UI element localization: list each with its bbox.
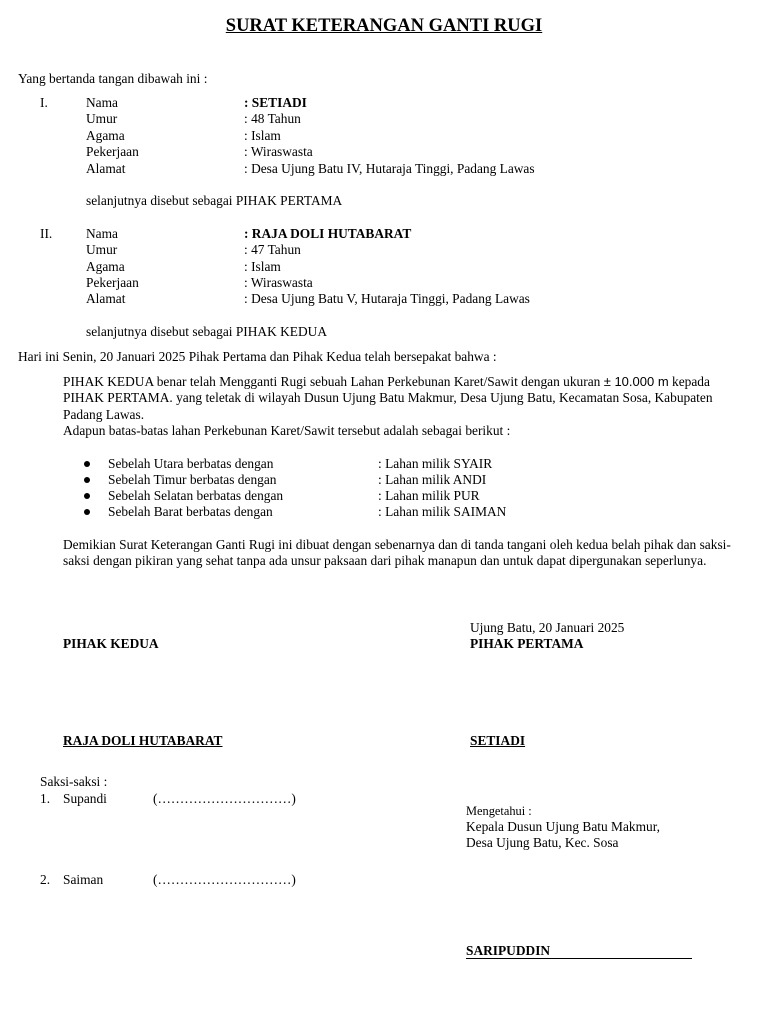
party-first-age-value: : 48 Tahun bbox=[244, 111, 301, 126]
intro-text: Yang bertanda tangan dibawah ini : bbox=[18, 71, 208, 86]
signature-name-first-party: SETIADI bbox=[470, 733, 526, 748]
bullet-icon bbox=[84, 509, 90, 515]
boundary-east-owner: : Lahan milik ANDI bbox=[378, 472, 487, 487]
boundary-north-label: Sebelah Utara berbatas dengan bbox=[108, 456, 274, 471]
party-first-age-label: Umur bbox=[86, 111, 118, 126]
witnesses-heading: Saksi-saksi : bbox=[40, 774, 108, 789]
document-title: SURAT KETERANGAN GANTI RUGI bbox=[225, 16, 543, 36]
body-text-part1: PIHAK KEDUA benar telah Mengganti Rugi sebuah Lahan Perkebunan Karet/Sawit dengan ukuran bbox=[63, 374, 604, 389]
closing-paragraph: Demikian Surat Keterangan Ganti Rugi ini dibuat dengan sebenarnya dan di tanda tangani oleh kedua belah pihak dan saksi-saksi dengan pikiran yang sehat tanpa ada unsur paksaan dari pihak manapun dan untuk dapat dipergunakan seperlunya. bbox=[63, 537, 731, 569]
party-first-job-label: Pekerjaan bbox=[86, 144, 139, 159]
witness-number: 1. bbox=[40, 791, 51, 806]
party-second-religion-value: : Islam bbox=[244, 259, 281, 274]
agreement-intro: Hari ini Senin, 20 Januari 2025 Pihak Pertama dan Pihak Kedua telah bersepakat bahwa : bbox=[18, 349, 497, 364]
boundary-south-label: Sebelah Selatan berbatas dengan bbox=[108, 488, 284, 503]
party-second-religion-label: Agama bbox=[86, 259, 125, 274]
bullet-icon bbox=[84, 461, 90, 467]
witness-signature-line: (…………………………) bbox=[153, 872, 296, 887]
witness-number: 2. bbox=[40, 872, 51, 887]
boundary-west-owner: : Lahan milik SAIMAN bbox=[378, 504, 507, 519]
bullet-icon bbox=[84, 493, 90, 499]
witness-name: Supandi bbox=[63, 791, 107, 806]
boundary-north-owner: : Lahan milik SYAIR bbox=[378, 456, 493, 471]
party-first-name-label: Nama bbox=[86, 95, 118, 110]
acknowledged-role: Kepala Dusun Ujung Batu Makmur, bbox=[466, 819, 660, 834]
party-second-address-value: : Desa Ujung Batu V, Hutaraja Tinggi, Padang Lawas bbox=[244, 291, 530, 306]
acknowledged-location: Desa Ujung Batu, Kec. Sosa bbox=[466, 835, 619, 850]
signature-name-second-party: RAJA DOLI HUTABARAT bbox=[63, 733, 223, 748]
party-first-name-value: : SETIADI bbox=[244, 95, 307, 110]
party-first-address-label: Alamat bbox=[86, 161, 126, 176]
bullet-icon bbox=[84, 477, 90, 483]
party-second-number: II. bbox=[40, 226, 53, 241]
party-second-name-value: : RAJA DOLI HUTABARAT bbox=[244, 226, 412, 241]
party-first-religion-value: : Islam bbox=[244, 128, 281, 143]
party-first-religion-label: Agama bbox=[86, 128, 125, 143]
party-second-age-value: : 47 Tahun bbox=[244, 242, 301, 257]
boundary-east-label: Sebelah Timur berbatas dengan bbox=[108, 472, 277, 487]
acknowledged-label: Mengetahui : bbox=[466, 804, 532, 818]
signature-title-second-party: PIHAK KEDUA bbox=[63, 636, 159, 651]
area-size: ± 10.000 m bbox=[603, 374, 669, 389]
place-date: Ujung Batu, 20 Januari 2025 bbox=[470, 620, 625, 635]
party-second-job-label: Pekerjaan bbox=[86, 275, 139, 290]
signature-title-first-party: PIHAK PERTAMA bbox=[470, 636, 584, 651]
party-first-designation: selanjutnya disebut sebagai PIHAK PERTAMA bbox=[86, 193, 343, 208]
boundaries-intro: Adapun batas-batas lahan Perkebunan Karet/Sawit tersebut adalah sebagai berikut : bbox=[63, 423, 511, 439]
acknowledged-name: SARIPUDDIN bbox=[466, 944, 692, 959]
party-first-job-value: : Wiraswasta bbox=[244, 144, 313, 159]
party-second-name-label: Nama bbox=[86, 226, 118, 241]
witness-name: Saiman bbox=[63, 872, 104, 887]
party-first-address-value: : Desa Ujung Batu IV, Hutaraja Tinggi, Padang Lawas bbox=[244, 161, 535, 176]
party-second-age-label: Umur bbox=[86, 242, 118, 257]
party-second-address-label: Alamat bbox=[86, 291, 126, 306]
boundary-west-label: Sebelah Barat berbatas dengan bbox=[108, 504, 273, 519]
body-text-part2: kepada PIHAK PERTAMA. yang teletak di wilayah Dusun Ujung Batu Makmur, Desa Ujung Batu, Kecamatan Sosa, Kabupaten Padang Lawas. bbox=[63, 374, 713, 422]
party-first-number: I. bbox=[40, 95, 48, 110]
boundary-south-owner: : Lahan milik PUR bbox=[378, 488, 480, 503]
body-paragraph bbox=[63, 374, 753, 440]
party-second-designation: selanjutnya disebut sebagai PIHAK KEDUA bbox=[86, 324, 327, 339]
witness-signature-line: (…………………………) bbox=[153, 791, 296, 806]
party-second-job-value: : Wiraswasta bbox=[244, 275, 313, 290]
